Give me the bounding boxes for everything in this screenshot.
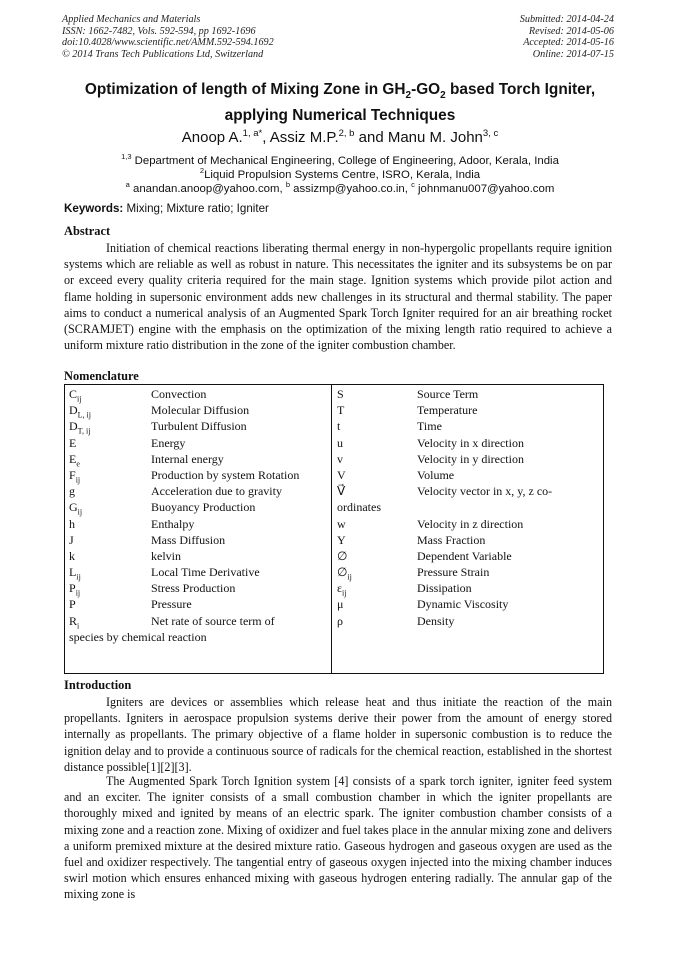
nomenclature-row bbox=[69, 564, 327, 580]
nomenclature-symbol bbox=[337, 402, 344, 418]
nomenclature-row bbox=[337, 613, 599, 629]
nomenclature-symbol bbox=[69, 516, 75, 532]
copyright-line: © 2014 Trans Tech Publications Ltd, Switzerland bbox=[62, 48, 264, 60]
nomenclature-description: Velocity vector in x, y, z co- bbox=[417, 484, 553, 499]
keywords-text: Mixing; Mixture ratio; Igniter bbox=[123, 202, 269, 215]
nomenclature-symbol bbox=[69, 596, 76, 612]
nomenclature-row bbox=[337, 483, 599, 499]
nomenclature-description: Molecular Diffusion bbox=[151, 403, 250, 418]
introduction-heading: Introduction bbox=[64, 678, 132, 692]
symbol-subscript: ij bbox=[76, 572, 81, 582]
nomenclature-symbol bbox=[337, 467, 346, 483]
symbol-base: μ bbox=[337, 597, 344, 612]
abstract-text: Initiation of chemical reactions liberating thermal energy in non-hypergolic propellants require ignition systems which are reliable as well as robust in nature. This necessitates the igniter and its subsystems be on par or exceed every quality criteria required for the main stage. Ignition systems which provide pilot action and flame holding in supersonic environment adds new challenges in its structural and thermal stability. The paper aims to conduct a numerical analysis of an Augmented Spark Torch Igniter required for an air breathing rocket (SCRAMJET) engine with the emphasis on the optimization of the mixing length ratio required to achieve a uniform mixture ratio distribution in the zone of the igniter combustion chamber. bbox=[64, 241, 612, 353]
author-superscript: 2, b bbox=[338, 128, 355, 139]
nomenclature-heading: Nomenclature bbox=[64, 369, 139, 383]
symbol-subscript: L, ij bbox=[77, 410, 92, 420]
symbol-base: P bbox=[69, 581, 76, 596]
nomenclature-description: Dissipation bbox=[417, 581, 472, 596]
nomenclature-description: Net rate of source term of bbox=[151, 613, 275, 628]
nomenclature-row bbox=[337, 564, 599, 580]
nomenclature-description: Local Time Derivative bbox=[151, 565, 260, 580]
nomenclature-row bbox=[69, 435, 327, 451]
nomenclature-row bbox=[337, 532, 599, 548]
symbol-base: E bbox=[69, 435, 77, 450]
nomenclature-description: kelvin bbox=[151, 548, 181, 563]
nomenclature-description: Dynamic Viscosity bbox=[417, 597, 509, 612]
nomenclature-description: Source Term bbox=[417, 387, 479, 401]
keywords-label: Keywords: bbox=[64, 202, 124, 215]
author-name: and Manu M. John bbox=[354, 129, 483, 146]
online-date: Online: 2014-07-15 bbox=[532, 48, 614, 60]
symbol-base: S bbox=[337, 387, 344, 401]
nomenclature-row bbox=[337, 435, 599, 451]
journal-info bbox=[62, 14, 274, 60]
nomenclature-description: Mass Fraction bbox=[417, 532, 486, 547]
nomenclature-description: Velocity in x direction bbox=[417, 435, 524, 450]
nomenclature-symbol bbox=[337, 435, 343, 451]
nomenclature-wrap-text: species by chemical reaction bbox=[69, 629, 207, 644]
nomenclature-symbol bbox=[337, 483, 345, 499]
introduction-paragraph-1: Igniters are devices or assemblies which release heat and thus initiate the reaction of the main propellants. Igniters in aerospace propulsion systems derive their power from the amount of energy stored internally as propellants. The primary objective of a flame holder in supersonic combustion is to reduce the ignition delay and to provide a continuous source of radicals for the chemical reaction, established in the shortest distance possible[1][2][3]. bbox=[64, 695, 612, 774]
symbol-base: D bbox=[69, 419, 78, 434]
nomenclature-description: Density bbox=[417, 613, 455, 628]
nomenclature-description: Velocity in z direction bbox=[417, 516, 524, 531]
email-text: anandan.anoop@yahoo.com, bbox=[129, 182, 286, 195]
author-name: Anoop A. bbox=[181, 129, 243, 146]
nomenclature-symbol bbox=[337, 532, 346, 548]
symbol-subscript: ij bbox=[342, 588, 347, 598]
nomenclature-symbol bbox=[337, 418, 340, 434]
keywords bbox=[64, 202, 269, 215]
nomenclature-symbol bbox=[337, 596, 343, 612]
publication-dates bbox=[520, 14, 614, 60]
symbol-base: T bbox=[337, 403, 345, 418]
symbol-base: D bbox=[69, 403, 78, 418]
nomenclature-row bbox=[337, 451, 599, 467]
nomenclature-description: Velocity in y direction bbox=[417, 451, 524, 466]
nomenclature-description: Acceleration due to gravity bbox=[151, 484, 282, 499]
affiliation-text: Liquid Propulsion Systems Centre, ISRO, Kerala, India bbox=[204, 168, 481, 181]
nomenclature-description: Production by system Rotation bbox=[151, 467, 300, 482]
nomenclature-description: Internal energy bbox=[151, 451, 224, 466]
nomenclature-description: Dependent Variable bbox=[417, 548, 512, 563]
nomenclature-symbol bbox=[337, 548, 347, 564]
nomenclature-symbol bbox=[337, 386, 344, 402]
symbol-base: ε bbox=[337, 581, 343, 596]
symbol-base: R bbox=[69, 613, 78, 628]
symbol-base: C bbox=[69, 387, 78, 401]
symbol-base: ρ bbox=[337, 613, 343, 628]
author-superscript: 3, c bbox=[482, 128, 499, 139]
nomenclature-row bbox=[337, 467, 599, 483]
nomenclature-description: Temperature bbox=[417, 403, 478, 418]
author-list bbox=[40, 124, 640, 148]
nomenclature-description: Time bbox=[417, 419, 442, 434]
symbol-subscript: e bbox=[76, 459, 80, 469]
nomenclature-left-column bbox=[69, 386, 327, 645]
nomenclature-row bbox=[69, 580, 327, 596]
email-superscript: a bbox=[125, 180, 130, 189]
symbol-subscript: i bbox=[77, 621, 80, 631]
paper-title bbox=[40, 80, 640, 126]
symbol-subscript: ij bbox=[77, 507, 83, 517]
nomenclature-symbol bbox=[69, 532, 74, 548]
nomenclature-right-column bbox=[337, 386, 599, 629]
issn-line: ISSN: 1662-7482, Vols. 592-594, pp 1692-1696 bbox=[62, 25, 256, 37]
symbol-base: G bbox=[69, 500, 78, 515]
author-emails bbox=[40, 178, 640, 196]
nomenclature-row bbox=[337, 402, 599, 418]
email-superscript: b bbox=[285, 180, 290, 189]
title-part: based Torch Igniter, bbox=[445, 81, 596, 98]
nomenclature-symbol bbox=[337, 613, 343, 629]
nomenclature-symbol bbox=[337, 451, 343, 467]
nomenclature-symbol bbox=[69, 548, 75, 564]
title-line-2: applying Numerical Techniques bbox=[224, 107, 456, 125]
symbol-base: w bbox=[337, 516, 346, 531]
nomenclature-table bbox=[64, 384, 604, 674]
nomenclature-row bbox=[69, 596, 327, 612]
nomenclature-row bbox=[337, 386, 599, 402]
symbol-base: k bbox=[69, 548, 75, 563]
nomenclature-row bbox=[69, 499, 327, 515]
symbol-subscript: ij bbox=[347, 572, 352, 582]
symbol-base: P bbox=[69, 597, 76, 612]
nomenclature-symbol bbox=[337, 516, 346, 532]
nomenclature-row bbox=[337, 580, 599, 596]
symbol-base: h bbox=[69, 516, 75, 531]
symbol-base: t bbox=[337, 419, 341, 434]
symbol-subscript: ij bbox=[75, 588, 81, 598]
symbol-subscript: T, ij bbox=[77, 426, 91, 436]
nomenclature-description: Energy bbox=[151, 435, 186, 450]
symbol-base: J bbox=[69, 532, 74, 547]
nomenclature-row bbox=[69, 402, 327, 418]
submitted-date: Submitted: 2014-04-24 bbox=[519, 14, 614, 25]
symbol-base: g bbox=[69, 484, 75, 499]
nomenclature-wrap-text: ordinates bbox=[337, 500, 381, 515]
email-text: johnmanu007@yahoo.com bbox=[414, 182, 555, 195]
symbol-base: ∅ bbox=[337, 565, 348, 580]
symbol-base: E bbox=[69, 451, 77, 466]
symbol-subscript: ij bbox=[75, 475, 81, 485]
title-subscript: 2 bbox=[405, 90, 412, 102]
nomenclature-description: Pressure bbox=[151, 597, 192, 612]
symbol-base: Y bbox=[337, 532, 346, 547]
affiliation-text: Department of Mechanical Engineering, College of Engineering, Adoor, Kerala, India bbox=[131, 154, 559, 167]
nomenclature-description: Buoyancy Production bbox=[151, 500, 256, 515]
affiliation-superscript: 2 bbox=[199, 166, 205, 175]
email-superscript: c bbox=[411, 180, 415, 189]
nomenclature-row bbox=[337, 596, 599, 612]
symbol-subscript: ij bbox=[77, 394, 82, 404]
nomenclature-description: Enthalpy bbox=[151, 516, 195, 531]
author-name: , Assiz M.P. bbox=[262, 129, 339, 146]
journal-name: Applied Mechanics and Materials bbox=[62, 14, 201, 25]
title-part: Optimization of length of Mixing Zone in GH bbox=[84, 81, 406, 98]
nomenclature-description: Turbulent Diffusion bbox=[151, 419, 247, 434]
symbol-base: V bbox=[337, 467, 346, 482]
nomenclature-row bbox=[69, 613, 327, 629]
nomenclature-description: Pressure Strain bbox=[417, 565, 490, 580]
nomenclature-row bbox=[337, 548, 599, 564]
email-text: assizmp@yahoo.co.in, bbox=[289, 182, 412, 195]
nomenclature-row bbox=[69, 451, 327, 467]
nomenclature-symbol bbox=[69, 435, 76, 451]
introduction-paragraph-2: The Augmented Spark Torch Ignition system [4] consists of a spark torch igniter, igniter feed system and an exciter. The igniter consists of a small combustion chamber in which the igniter propellants are thoroughly mixed and ignited by means of an electric spark. The igniter combustion chamber consists of a mixing zone and a reaction zone. Mixing of oxidizer and fuel takes place in the annular mixing zone and delivers a uniform premixed mixture at the desired mixture ratio. Gaseous hydrogen and gaseous oxygen are used as the fuel and oxidizer respectively. The tangential entry of gaseous oxygen injected into the mixing chamber induces swirl motion which ensures enhanced mixing with gaseous hydrogen entering radially. The annular gap of the mixing zone is bbox=[64, 774, 612, 902]
nomenclature-row bbox=[69, 516, 327, 532]
symbol-base: L bbox=[69, 565, 77, 580]
symbol-base: v bbox=[337, 451, 343, 466]
revised-date: Revised: 2014-05-06 bbox=[528, 25, 614, 37]
table-divider bbox=[331, 385, 332, 673]
nomenclature-row bbox=[69, 467, 327, 483]
nomenclature-description: Mass Diffusion bbox=[151, 532, 226, 547]
author-superscript: 1, a* bbox=[242, 128, 263, 139]
nomenclature-row bbox=[337, 418, 599, 434]
nomenclature-row bbox=[69, 483, 327, 499]
nomenclature-description: Volume bbox=[417, 467, 455, 482]
title-part: -GO bbox=[411, 81, 441, 98]
nomenclature-row bbox=[69, 418, 327, 434]
title-subscript: 2 bbox=[440, 90, 446, 102]
nomenclature-row bbox=[69, 548, 327, 564]
symbol-base: V⃗ bbox=[337, 484, 346, 499]
nomenclature-row bbox=[337, 516, 599, 532]
abstract-heading: Abstract bbox=[64, 224, 111, 238]
symbol-base: F bbox=[69, 467, 76, 482]
symbol-base: ∅ bbox=[337, 548, 348, 563]
nomenclature-symbol bbox=[69, 483, 75, 499]
affiliation-superscript: 1,3 bbox=[121, 152, 132, 161]
accepted-date: Accepted: 2014-05-16 bbox=[523, 37, 614, 49]
nomenclature-description: Stress Production bbox=[151, 581, 236, 596]
doi-line: doi:10.4028/www.scientific.net/AMM.592-594.1692 bbox=[62, 37, 274, 49]
symbol-base: u bbox=[337, 435, 343, 450]
nomenclature-description: Convection bbox=[151, 387, 207, 401]
nomenclature-row bbox=[69, 532, 327, 548]
nomenclature-row bbox=[69, 386, 327, 402]
